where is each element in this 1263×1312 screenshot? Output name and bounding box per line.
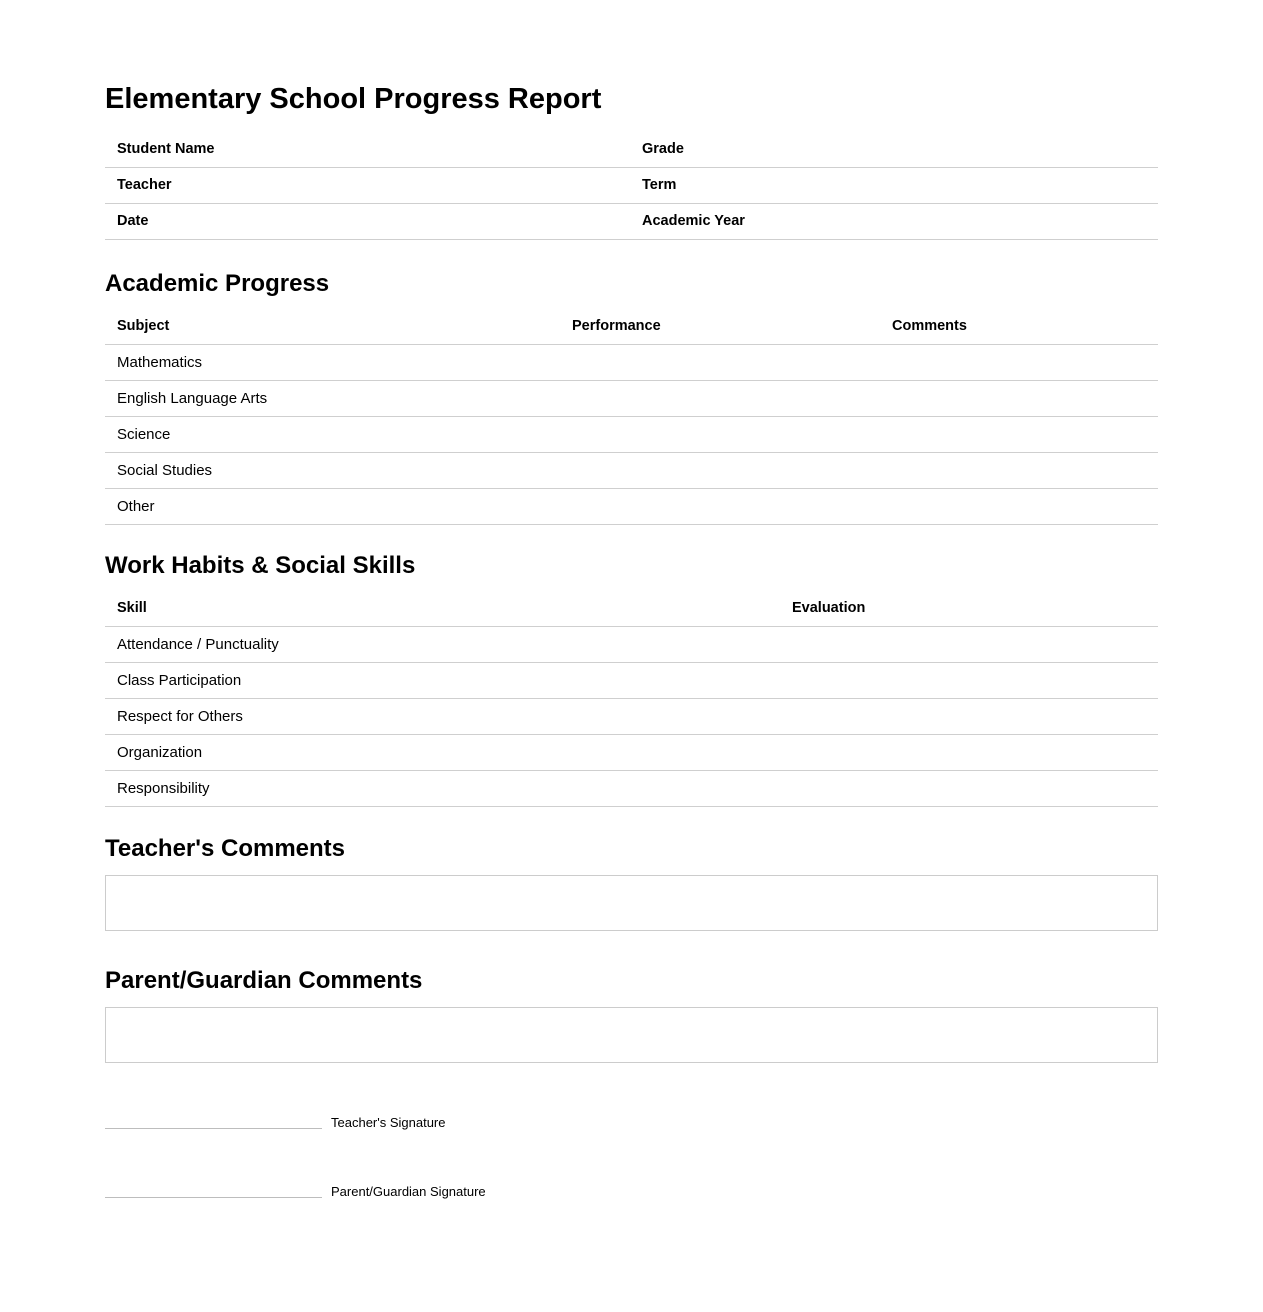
subject-label-mathematics: Mathematics bbox=[105, 345, 560, 381]
work-habits-table bbox=[105, 591, 1158, 807]
academic-progress-section bbox=[105, 309, 1158, 525]
info-label-student-name: Student Name bbox=[105, 132, 630, 168]
section-heading-work-habits: Work Habits & Social Skills bbox=[105, 552, 416, 579]
performance-cell-mathematics[interactable] bbox=[560, 345, 880, 381]
info-label-teacher: Teacher bbox=[105, 168, 630, 204]
column-header-performance: Performance bbox=[560, 309, 880, 345]
parent-comments-section bbox=[105, 1007, 1158, 1063]
info-label-academic-year: Academic Year bbox=[630, 204, 1158, 240]
subject-label-english-language-arts: English Language Arts bbox=[105, 381, 560, 417]
table-row bbox=[105, 204, 1158, 240]
table-row bbox=[105, 132, 1158, 168]
table-row bbox=[105, 699, 1158, 735]
teacher-signature-line[interactable] bbox=[105, 1113, 322, 1129]
page-title: Elementary School Progress Report bbox=[105, 83, 602, 115]
evaluation-cell-attendance-punctuality[interactable] bbox=[780, 627, 1158, 663]
table-row bbox=[105, 627, 1158, 663]
comments-cell-science[interactable] bbox=[880, 417, 1158, 453]
performance-cell-science[interactable] bbox=[560, 417, 880, 453]
evaluation-cell-organization[interactable] bbox=[780, 735, 1158, 771]
section-heading-parent-comments: Parent/Guardian Comments bbox=[105, 967, 423, 994]
info-label-grade: Grade bbox=[630, 132, 1158, 168]
parent-comments-input[interactable] bbox=[105, 1007, 1158, 1063]
academic-progress-table bbox=[105, 309, 1158, 525]
skill-label-responsibility: Responsibility bbox=[105, 771, 780, 807]
work-habits-section bbox=[105, 591, 1158, 807]
teacher-comments-section bbox=[105, 875, 1158, 931]
teacher-signature-row bbox=[105, 1111, 446, 1129]
skill-label-attendance-punctuality: Attendance / Punctuality bbox=[105, 627, 780, 663]
evaluation-cell-respect-for-others[interactable] bbox=[780, 699, 1158, 735]
subject-label-science: Science bbox=[105, 417, 560, 453]
table-header-row bbox=[105, 309, 1158, 345]
table-row bbox=[105, 168, 1158, 204]
section-heading-academic-progress: Academic Progress bbox=[105, 270, 330, 297]
parent-signature-row bbox=[105, 1180, 486, 1198]
column-header-evaluation: Evaluation bbox=[780, 591, 1158, 627]
comments-cell-other[interactable] bbox=[880, 489, 1158, 525]
column-header-skill: Skill bbox=[105, 591, 780, 627]
column-header-subject: Subject bbox=[105, 309, 560, 345]
table-row bbox=[105, 735, 1158, 771]
table-row bbox=[105, 381, 1158, 417]
evaluation-cell-responsibility[interactable] bbox=[780, 771, 1158, 807]
teacher-signature-label: Teacher's Signature bbox=[331, 1115, 446, 1130]
info-label-date: Date bbox=[105, 204, 630, 240]
table-row bbox=[105, 663, 1158, 699]
skill-label-organization: Organization bbox=[105, 735, 780, 771]
student-info-section bbox=[105, 132, 1158, 240]
table-row bbox=[105, 771, 1158, 807]
table-row bbox=[105, 417, 1158, 453]
section-heading-teacher-comments: Teacher's Comments bbox=[105, 835, 346, 862]
performance-cell-social-studies[interactable] bbox=[560, 453, 880, 489]
skill-label-respect-for-others: Respect for Others bbox=[105, 699, 780, 735]
comments-cell-mathematics[interactable] bbox=[880, 345, 1158, 381]
comments-cell-social-studies[interactable] bbox=[880, 453, 1158, 489]
info-label-term: Term bbox=[630, 168, 1158, 204]
teacher-comments-input[interactable] bbox=[105, 875, 1158, 931]
subject-label-social-studies: Social Studies bbox=[105, 453, 560, 489]
table-row bbox=[105, 489, 1158, 525]
table-header-row bbox=[105, 591, 1158, 627]
performance-cell-english-language-arts[interactable] bbox=[560, 381, 880, 417]
column-header-comments: Comments bbox=[880, 309, 1158, 345]
evaluation-cell-class-participation[interactable] bbox=[780, 663, 1158, 699]
comments-cell-english-language-arts[interactable] bbox=[880, 381, 1158, 417]
parent-signature-line[interactable] bbox=[105, 1182, 322, 1198]
table-row bbox=[105, 345, 1158, 381]
skill-label-class-participation: Class Participation bbox=[105, 663, 780, 699]
subject-label-other: Other bbox=[105, 489, 560, 525]
student-info-table bbox=[105, 132, 1158, 240]
table-row bbox=[105, 453, 1158, 489]
performance-cell-other[interactable] bbox=[560, 489, 880, 525]
parent-signature-label: Parent/Guardian Signature bbox=[331, 1184, 486, 1199]
